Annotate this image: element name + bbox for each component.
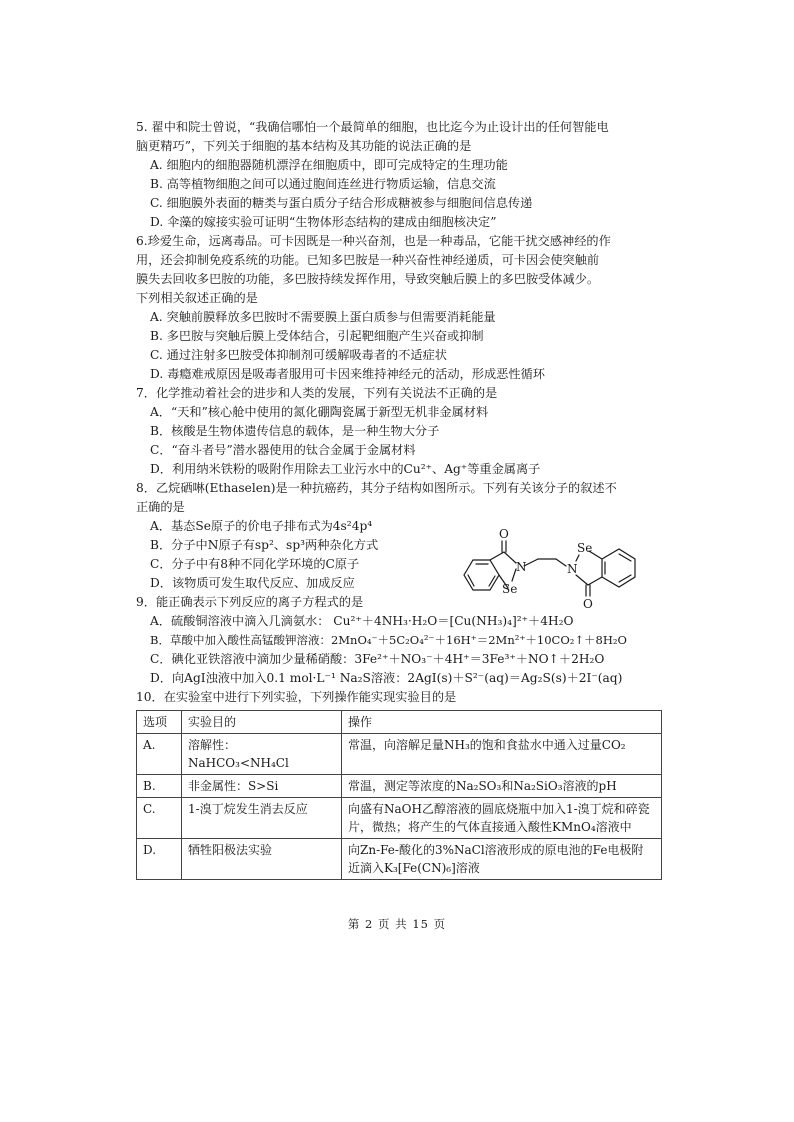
table-cell-purpose: 牺牲阳极法实验 bbox=[182, 839, 342, 880]
atom-label-n: N bbox=[516, 560, 527, 574]
q10-stem: 10．在实验室中进行下列实验，下列操作能实现实验目的是 bbox=[136, 690, 457, 704]
q6-option-a: A. 突触前膜释放多巴胺时不需要膜上蛋白质参与但需要消耗能量 bbox=[150, 310, 496, 324]
question-10 bbox=[136, 688, 662, 880]
q5-option-d: D. 伞藻的嫁接实验可证明“生物体形态结构的建成由细胞核决定” bbox=[150, 215, 497, 229]
q9-option-a: A．硫酸铜溶液中滴入几滴氨水： Cu²⁺＋4NH₃·H₂O＝[Cu(NH₃)₄]²⁺＋4H₂O bbox=[150, 614, 574, 628]
q7-stem: 7．化学推动着社会的进步和人类的发展，下列有关说法不正确的是 bbox=[136, 386, 498, 400]
q8-option-b: B．分子中N原子有sp²、sp³两种杂化方式 bbox=[150, 538, 379, 552]
q9-option-c: C．碘化亚铁溶液中滴加少量稀硝酸：3Fe²⁺＋NO₃⁻＋4H⁺＝3Fe³⁺＋NO↑＋2H₂O bbox=[150, 652, 605, 666]
table-row bbox=[137, 734, 662, 775]
atom-label-n: N bbox=[567, 562, 578, 576]
table-cell-option: D. bbox=[137, 839, 182, 880]
q7-option-d: D．利用纳米铁粉的吸附作用除去工业污水中的Cu²⁺、Ag⁺等重金属离子 bbox=[150, 462, 541, 476]
q6-option-d: D. 毒瘾难戒原因是吸毒者服用可卡因来维持神经元的活动，形成恶性循环 bbox=[150, 367, 545, 381]
question-7 bbox=[136, 384, 662, 479]
table-cell-purpose bbox=[182, 734, 342, 775]
table-header: 实验目的 bbox=[182, 711, 342, 734]
q5-stem: 脑更精巧”，下列关于细胞的基本结构及其功能的说法正确的是 bbox=[136, 139, 472, 153]
table-header: 选项 bbox=[137, 711, 182, 734]
q5-stem: 5. 翟中和院士曾说，“我确信哪怕一个最简单的细胞，也比迄今为止设计出的任何智能电 bbox=[136, 120, 609, 134]
table-cell-operation: 常温，测定等浓度的Na₂SO₃和Na₂SiO₃溶液的pH bbox=[342, 775, 662, 798]
table-header-row bbox=[137, 711, 662, 734]
table-row bbox=[137, 775, 662, 798]
q5-option-b: B. 高等植物细胞之间可以通过胞间连丝进行物质运输，信息交流 bbox=[150, 177, 496, 191]
q5-option-a: A. 细胞内的细胞器随机漂浮在细胞质中，即可完成特定的生理功能 bbox=[150, 158, 508, 172]
q7-option-b: B．核酸是生物体遗传信息的载体，是一种生物大分子 bbox=[150, 424, 440, 438]
q9-option-d: D．向AgI浊液中加入0.1 mol·L⁻¹ Na₂S溶液：2AgI(s)＋S²⁻(aq)＝Ag₂S(s)＋2I⁻(aq) bbox=[150, 671, 623, 685]
q9-option-b: B．草酸中加入酸性高锰酸钾溶液：2MnO₄⁻＋5C₂O₄²⁻＋16H⁺＝2Mn²⁺＋10CO₂↑＋8H₂O bbox=[150, 633, 627, 647]
table-cell-operation: 常温，向溶解足量NH₃的饱和食盐水中通入过量CO₂ bbox=[342, 734, 662, 775]
table-cell-option: A. bbox=[137, 734, 182, 775]
q6-stem: 膜失去回收多巴胺的功能，多巴胺持续发挥作用，导致突触后膜上的多巴胺受体减少。 bbox=[136, 272, 600, 286]
atom-label-o: O bbox=[583, 597, 593, 611]
question-6 bbox=[136, 232, 662, 384]
table-cell-operation: 向盛有NaOH乙醇溶液的圆底烧瓶中加入1-溴丁烷和碎瓷片，微热；将产生的气体直接通入酸性KMnO₄溶液中 bbox=[342, 798, 662, 839]
table-row bbox=[137, 798, 662, 839]
atom-label-se: Se bbox=[577, 541, 593, 555]
q8-stem: 8．乙烷硒啉(Ethaselen)是一种抗癌药，其分子结构如图所示。下列有关该分子的叙述不 bbox=[136, 481, 617, 495]
experiment-table bbox=[136, 710, 662, 880]
q7-option-a: A．“天和”核心舱中使用的氮化硼陶瓷属于新型无机非金属材料 bbox=[150, 405, 489, 419]
table-row bbox=[137, 839, 662, 880]
purpose-line: 溶解性： bbox=[188, 738, 237, 752]
atom-label-se: Se bbox=[502, 582, 518, 596]
table-cell-option: B. bbox=[137, 775, 182, 798]
table-cell-purpose: 非金属性：S>Si bbox=[182, 775, 342, 798]
q8-option-d: D．该物质可发生取代反应、加成反应 bbox=[150, 576, 355, 590]
question-5 bbox=[136, 118, 662, 232]
table-cell-operation: 向Zn-Fe-酸化的3%NaCl溶液形成的原电池的Fe电极附近滴入K₃[Fe(CN)₆]溶液 bbox=[342, 839, 662, 880]
q8-option-c: C．分子中有8种不同化学环境的C原子 bbox=[150, 557, 360, 571]
q8-stem: 正确的是 bbox=[136, 500, 185, 514]
q6-stem: 下列相关叙述正确的是 bbox=[136, 291, 258, 305]
q6-stem: 用，还会抑制免疫系统的功能。已知多巴胺是一种兴奋性神经递质，可卡因会使突触前 bbox=[136, 253, 600, 267]
ethaselen-structure bbox=[458, 519, 648, 611]
q6-stem: 6.珍爱生命，远离毒品。可卡因既是一种兴奋剂，也是一种毒品，它能干扰交感神经的作 bbox=[136, 234, 611, 248]
table-cell-option: C. bbox=[137, 798, 182, 839]
q8-option-a: A．基态Se原子的价电子排布式为4s²4p⁴ bbox=[150, 519, 373, 533]
question-content bbox=[136, 118, 662, 880]
q6-option-c: C. 通过注射多巴胺受体抑制剂可缓解吸毒者的不适症状 bbox=[150, 348, 447, 362]
q7-option-c: C．“奋斗者号”潜水器使用的钛合金属于金属材料 bbox=[150, 443, 416, 457]
q5-option-c: C. 细胞膜外表面的糖类与蛋白质分子结合形成糖被参与细胞间信息传递 bbox=[150, 196, 533, 210]
q9-stem: 9．能正确表示下列反应的离子方程式的是 bbox=[136, 595, 364, 609]
table-cell-purpose: 1-溴丁烷发生消去反应 bbox=[182, 798, 342, 839]
q6-option-b: B. 多巴胺与突触后膜上受体结合，引起靶细胞产生兴奋或抑制 bbox=[150, 329, 484, 343]
purpose-line: NaHCO₃<NH₄Cl bbox=[188, 756, 289, 770]
page-footer: 第 2 页 共 15 页 bbox=[347, 917, 447, 931]
table-header: 操作 bbox=[342, 711, 662, 734]
atom-label-o: O bbox=[499, 527, 509, 541]
